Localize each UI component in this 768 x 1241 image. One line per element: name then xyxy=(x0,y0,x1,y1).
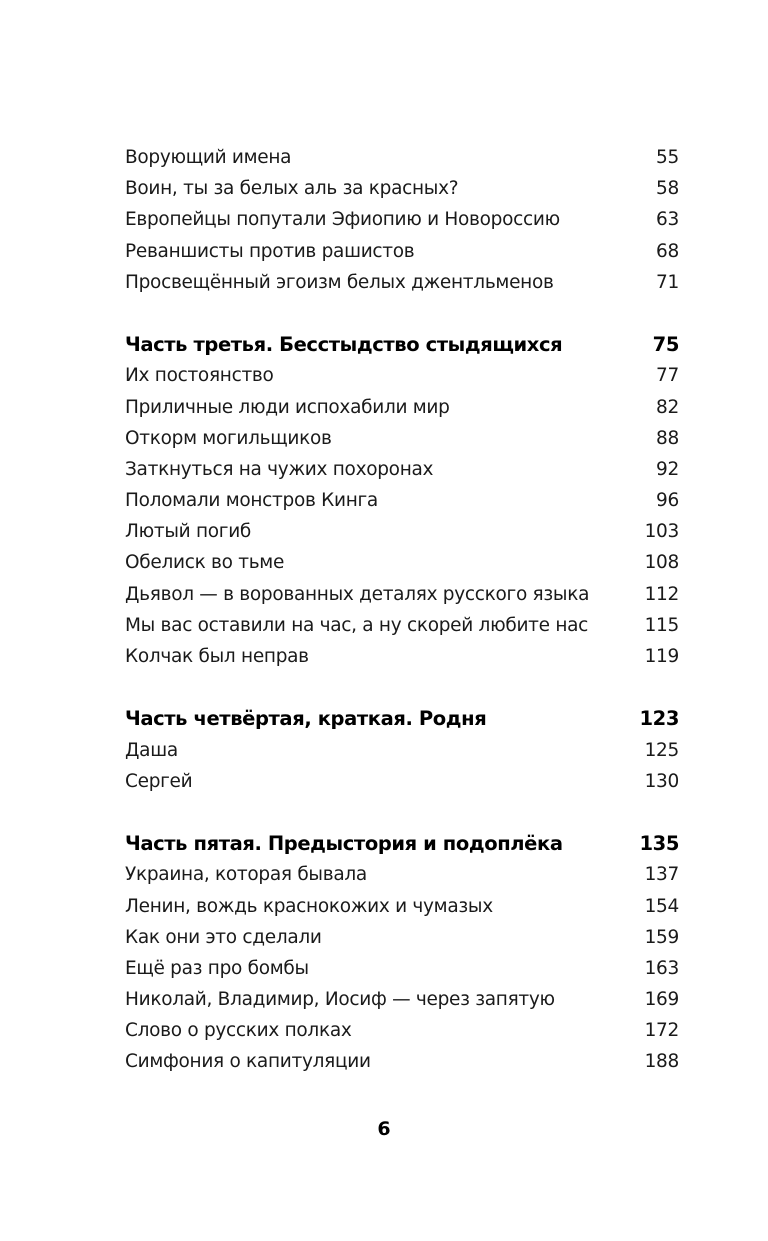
toc-entry-page: 188 xyxy=(644,1051,679,1073)
toc-entry[interactable] xyxy=(125,922,679,953)
toc-entry-page: 108 xyxy=(644,552,679,574)
toc-entry[interactable] xyxy=(125,579,679,610)
toc-entry-page: 68 xyxy=(656,240,679,262)
toc-entry[interactable] xyxy=(125,859,679,890)
toc-entry-page: 55 xyxy=(656,147,679,168)
table-of-contents xyxy=(125,142,679,1078)
section-gap xyxy=(125,797,679,828)
toc-entry-title: Поломали монстров Кинга xyxy=(125,490,378,512)
toc-entry-title: Обелиск во тьме xyxy=(125,552,285,574)
toc-entry-page: 154 xyxy=(644,895,679,917)
toc-entry-page: 77 xyxy=(656,365,679,387)
toc-part-page: 135 xyxy=(639,832,679,856)
toc-entry-title: Колчак был неправ xyxy=(125,646,309,667)
toc-entry-page: 169 xyxy=(644,989,679,1011)
toc-entry-title: Николай, Владимир, Иосиф — через запятую xyxy=(125,989,555,1011)
toc-entry[interactable] xyxy=(125,485,679,516)
toc-entry-page: 92 xyxy=(656,458,679,480)
toc-entry-title: Ворующий имена xyxy=(125,147,292,168)
toc-entry-page: 115 xyxy=(644,614,679,636)
toc-entry-page: 88 xyxy=(656,427,679,449)
toc-entry-title: Ленин, вождь краснокожих и чумазых xyxy=(125,895,493,917)
toc-entry[interactable] xyxy=(125,454,679,485)
toc-entry-title: Симфония о капитуляции xyxy=(125,1051,371,1073)
toc-part-title: Часть четвёртая, краткая. Родня xyxy=(125,707,487,731)
toc-entry[interactable] xyxy=(125,1046,679,1077)
toc-entry-title: Воин, ты за белых аль за красных? xyxy=(125,178,459,200)
toc-entry[interactable] xyxy=(125,423,679,454)
toc-entry[interactable] xyxy=(125,610,679,641)
toc-entry-page: 58 xyxy=(656,178,679,200)
toc-part-title: Часть третья. Бесстыдство стыдящихся xyxy=(125,333,563,357)
toc-entry[interactable] xyxy=(125,516,679,547)
toc-entry[interactable] xyxy=(125,1015,679,1046)
toc-entry[interactable] xyxy=(125,547,679,578)
toc-entry-title: Сергей xyxy=(125,770,193,792)
toc-entry[interactable] xyxy=(125,360,679,391)
toc-entry-title: Украина, которая бывала xyxy=(125,864,367,886)
toc-entry-page: 159 xyxy=(644,926,679,948)
toc-entry[interactable] xyxy=(125,236,679,267)
toc-entry-page: 103 xyxy=(644,521,679,543)
toc-part-heading[interactable] xyxy=(125,329,679,360)
toc-entry[interactable] xyxy=(125,142,679,173)
toc-entry[interactable] xyxy=(125,953,679,984)
toc-part-heading[interactable] xyxy=(125,703,679,734)
toc-entry-title: Даша xyxy=(125,739,178,761)
toc-entry-title: Приличные люди испохабили мир xyxy=(125,396,450,418)
toc-part-heading[interactable] xyxy=(125,828,679,859)
page-number: 6 xyxy=(377,1118,391,1140)
toc-entry-page: 130 xyxy=(644,770,679,792)
toc-entry-page: 71 xyxy=(656,271,679,293)
toc-entry-page: 63 xyxy=(656,209,679,231)
toc-entry[interactable] xyxy=(125,735,679,766)
toc-entry-title: Как они это сделали xyxy=(125,926,322,948)
toc-entry-page: 163 xyxy=(644,957,679,979)
toc-entry-page: 137 xyxy=(644,864,679,886)
toc-entry-page: 172 xyxy=(644,1020,679,1042)
toc-entry-title: Просвещённый эгоизм белых джентльменов xyxy=(125,271,554,293)
toc-entry-title: Их постоянство xyxy=(125,365,274,387)
toc-entry-title: Дьявол — в ворованных деталях русского языка xyxy=(125,583,590,605)
toc-entry[interactable] xyxy=(125,392,679,423)
section-gap xyxy=(125,672,679,703)
toc-entry-page: 125 xyxy=(644,739,679,761)
toc-entry[interactable] xyxy=(125,173,679,204)
toc-entry[interactable] xyxy=(125,641,679,672)
toc-entry-title: Мы вас оставили на час, а ну скорей любите нас xyxy=(125,614,589,636)
toc-part-page: 75 xyxy=(652,333,679,357)
toc-entry-title: Заткнуться на чужих похоронах xyxy=(125,458,434,480)
toc-entry[interactable] xyxy=(125,891,679,922)
toc-entry[interactable] xyxy=(125,984,679,1015)
toc-part-page: 123 xyxy=(639,707,679,731)
toc-entry-page: 82 xyxy=(656,396,679,418)
toc-entry-title: Ещё раз про бомбы xyxy=(125,957,309,979)
toc-entry-title: Реваншисты против рашистов xyxy=(125,240,415,262)
toc-entry-page: 96 xyxy=(656,490,679,512)
toc-entry-title: Европейцы попутали Эфиопию и Новороссию xyxy=(125,209,560,231)
toc-entry-page: 112 xyxy=(644,583,679,605)
toc-entry[interactable] xyxy=(125,766,679,797)
toc-entry[interactable] xyxy=(125,267,679,298)
section-gap xyxy=(125,298,679,329)
toc-part-title: Часть пятая. Предыстория и подоплёка xyxy=(125,832,563,856)
toc-entry-title: Слово о русских полках xyxy=(125,1020,352,1042)
toc-entry-title: Лютый погиб xyxy=(125,521,252,543)
toc-entry-title: Откорм могильщиков xyxy=(125,427,332,449)
toc-entry[interactable] xyxy=(125,204,679,235)
toc-entry-page: 119 xyxy=(644,646,679,667)
